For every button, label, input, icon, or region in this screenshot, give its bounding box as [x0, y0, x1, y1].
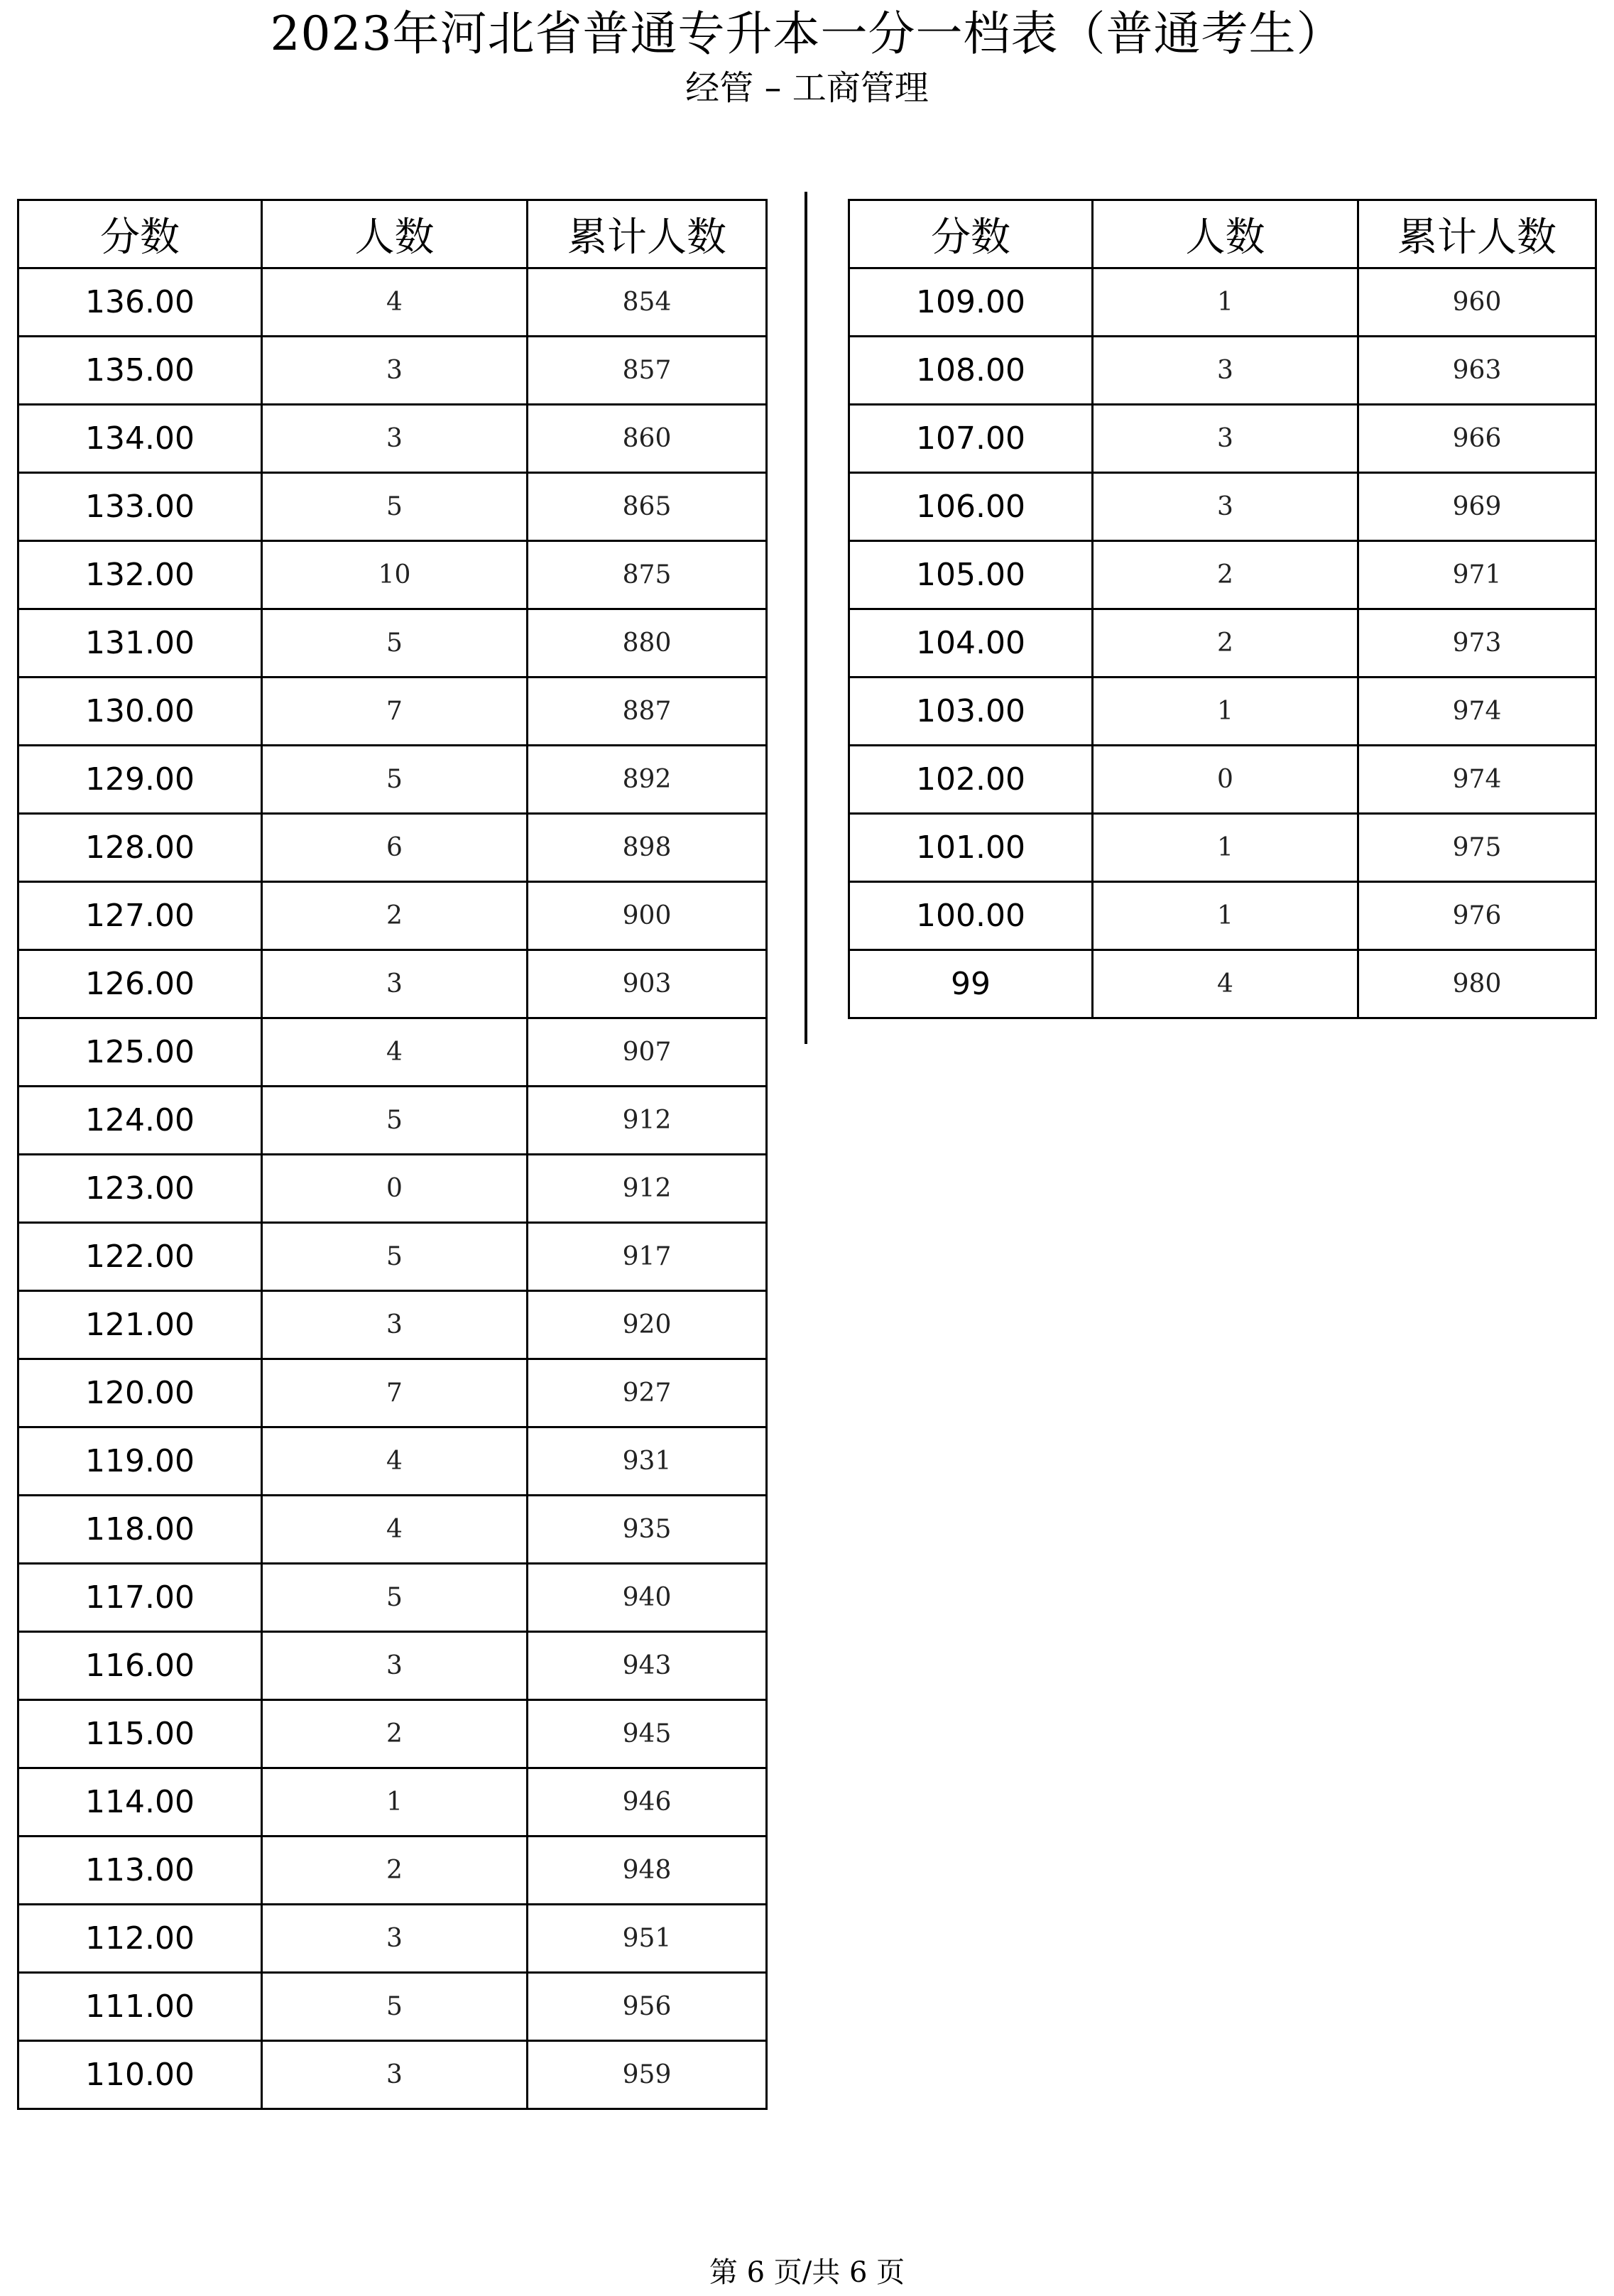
score-cell: 110.00: [18, 2041, 262, 2109]
score-cell: 131.00: [18, 609, 262, 678]
count-cell: 3: [262, 1291, 528, 1359]
page-title: 2023年河北省普通专升本一分一档表（普通考生）: [270, 6, 1344, 61]
score-cell: 103.00: [849, 678, 1093, 746]
count-cell: 2: [262, 882, 528, 950]
score-cell: 111.00: [18, 1973, 262, 2041]
count-cell: 3: [1093, 337, 1358, 405]
cumulative-cell: 860: [528, 405, 767, 473]
score-cell: 134.00: [18, 405, 262, 473]
table-row: [849, 541, 1596, 609]
count-cell: 2: [262, 1700, 528, 1768]
cumulative-cell: 975: [1358, 814, 1596, 882]
cumulative-cell: 880: [528, 609, 767, 678]
table-row: [18, 1973, 767, 2041]
cumulative-cell: 900: [528, 882, 767, 950]
column-header-cumulative: 累计人数: [1358, 200, 1596, 268]
table-row: [18, 1427, 767, 1496]
score-cell: 126.00: [18, 950, 262, 1018]
column-header-score: 分数: [849, 200, 1093, 268]
table-row: [18, 1837, 767, 1905]
table-row: [849, 814, 1596, 882]
table-row: [18, 814, 767, 882]
cumulative-cell: 976: [1358, 882, 1596, 950]
score-cell: 129.00: [18, 746, 262, 814]
table-row: [849, 268, 1596, 337]
count-cell: 4: [262, 1427, 528, 1496]
score-cell: 121.00: [18, 1291, 262, 1359]
score-cell: 135.00: [18, 337, 262, 405]
count-cell: 6: [262, 814, 528, 882]
table-row: [849, 950, 1596, 1018]
score-cell: 127.00: [18, 882, 262, 950]
cumulative-cell: 969: [1358, 473, 1596, 541]
score-cell: 104.00: [849, 609, 1093, 678]
score-cell: 113.00: [18, 1837, 262, 1905]
page-subtitle: 经管 – 工商管理: [685, 68, 929, 108]
cumulative-cell: 920: [528, 1291, 767, 1359]
table-row: [18, 1905, 767, 1973]
table-row: [18, 609, 767, 678]
table-row: [18, 950, 767, 1018]
cumulative-cell: 948: [528, 1837, 767, 1905]
table-row: [18, 1155, 767, 1223]
cumulative-cell: 974: [1358, 746, 1596, 814]
cumulative-cell: 857: [528, 337, 767, 405]
count-cell: 7: [262, 678, 528, 746]
score-cell: 136.00: [18, 268, 262, 337]
column-header-cumulative: 累计人数: [528, 200, 767, 268]
cumulative-cell: 973: [1358, 609, 1596, 678]
count-cell: 2: [262, 1837, 528, 1905]
table-row: [849, 746, 1596, 814]
table-row: [18, 1700, 767, 1768]
score-cell: 130.00: [18, 678, 262, 746]
score-cell: 112.00: [18, 1905, 262, 1973]
score-cell: 105.00: [849, 541, 1093, 609]
cumulative-cell: 907: [528, 1018, 767, 1087]
cumulative-cell: 980: [1358, 950, 1596, 1018]
score-cell: 100.00: [849, 882, 1093, 950]
cumulative-cell: 887: [528, 678, 767, 746]
count-cell: 3: [262, 337, 528, 405]
count-cell: 1: [1093, 678, 1358, 746]
count-cell: 2: [1093, 541, 1358, 609]
score-cell: 120.00: [18, 1359, 262, 1427]
cumulative-cell: 935: [528, 1496, 767, 1564]
count-cell: 5: [262, 746, 528, 814]
count-cell: 5: [262, 1087, 528, 1155]
table-row: [18, 541, 767, 609]
score-cell: 108.00: [849, 337, 1093, 405]
count-cell: 2: [1093, 609, 1358, 678]
table-row: [18, 473, 767, 541]
cumulative-cell: 940: [528, 1564, 767, 1632]
table-row: [849, 473, 1596, 541]
score-cell: 119.00: [18, 1427, 262, 1496]
table-row: [18, 337, 767, 405]
count-cell: 3: [262, 1632, 528, 1700]
cumulative-cell: 903: [528, 950, 767, 1018]
table-row: [849, 405, 1596, 473]
table-row: [18, 1768, 767, 1837]
count-cell: 4: [262, 1496, 528, 1564]
cumulative-cell: 865: [528, 473, 767, 541]
score-cell: 124.00: [18, 1087, 262, 1155]
table-row: [849, 678, 1596, 746]
score-cell: 116.00: [18, 1632, 262, 1700]
cumulative-cell: 956: [528, 1973, 767, 2041]
cumulative-cell: 946: [528, 1768, 767, 1837]
table-row: [18, 1632, 767, 1700]
count-cell: 5: [262, 1223, 528, 1291]
score-table-right: [848, 199, 1597, 1019]
count-cell: 5: [262, 1564, 528, 1632]
count-cell: 1: [1093, 268, 1358, 337]
score-cell: 123.00: [18, 1155, 262, 1223]
count-cell: 3: [262, 950, 528, 1018]
score-cell: 132.00: [18, 541, 262, 609]
table-body-right: [849, 268, 1596, 1018]
table-row: [18, 1018, 767, 1087]
count-cell: 3: [1093, 405, 1358, 473]
cumulative-cell: 966: [1358, 405, 1596, 473]
score-cell: 125.00: [18, 1018, 262, 1087]
table-row: [849, 337, 1596, 405]
count-cell: 1: [1093, 882, 1358, 950]
count-cell: 1: [1093, 814, 1358, 882]
score-cell: 122.00: [18, 1223, 262, 1291]
table-header-row: [849, 200, 1596, 268]
table-row: [18, 2041, 767, 2109]
score-cell: 115.00: [18, 1700, 262, 1768]
table-row: [849, 882, 1596, 950]
column-header-count: 人数: [1093, 200, 1358, 268]
cumulative-cell: 960: [1358, 268, 1596, 337]
cumulative-cell: 931: [528, 1427, 767, 1496]
count-cell: 3: [262, 1905, 528, 1973]
cumulative-cell: 898: [528, 814, 767, 882]
table-body-left: [18, 268, 767, 2109]
cumulative-cell: 875: [528, 541, 767, 609]
cumulative-cell: 951: [528, 1905, 767, 1973]
count-cell: 3: [1093, 473, 1358, 541]
score-cell: 128.00: [18, 814, 262, 882]
cumulative-cell: 927: [528, 1359, 767, 1427]
cumulative-cell: 945: [528, 1700, 767, 1768]
count-cell: 5: [262, 473, 528, 541]
count-cell: 4: [262, 268, 528, 337]
score-cell: 101.00: [849, 814, 1093, 882]
table-header-row: [18, 200, 767, 268]
table-row: [18, 746, 767, 814]
count-cell: 3: [262, 2041, 528, 2109]
cumulative-cell: 854: [528, 268, 767, 337]
cumulative-cell: 959: [528, 2041, 767, 2109]
table-row: [18, 1223, 767, 1291]
table-row: [18, 1496, 767, 1564]
count-cell: 4: [262, 1018, 528, 1087]
cumulative-cell: 912: [528, 1087, 767, 1155]
count-cell: 0: [1093, 746, 1358, 814]
score-cell: 106.00: [849, 473, 1093, 541]
table-row: [18, 1087, 767, 1155]
table-row: [849, 609, 1596, 678]
cumulative-cell: 943: [528, 1632, 767, 1700]
count-cell: 1: [262, 1768, 528, 1837]
cumulative-cell: 963: [1358, 337, 1596, 405]
table-row: [18, 268, 767, 337]
score-cell: 99: [849, 950, 1093, 1018]
table-row: [18, 882, 767, 950]
table-row: [18, 678, 767, 746]
count-cell: 7: [262, 1359, 528, 1427]
count-cell: 10: [262, 541, 528, 609]
score-cell: 109.00: [849, 268, 1093, 337]
score-cell: 118.00: [18, 1496, 262, 1564]
cumulative-cell: 974: [1358, 678, 1596, 746]
score-table-left: [17, 199, 768, 2110]
table-row: [18, 1359, 767, 1427]
score-cell: 117.00: [18, 1564, 262, 1632]
count-cell: 5: [262, 1973, 528, 2041]
score-cell: 114.00: [18, 1768, 262, 1837]
column-header-score: 分数: [18, 200, 262, 268]
table-row: [18, 1291, 767, 1359]
count-cell: 0: [262, 1155, 528, 1223]
table-row: [18, 1564, 767, 1632]
count-cell: 4: [1093, 950, 1358, 1018]
column-divider: [805, 192, 807, 1044]
score-cell: 133.00: [18, 473, 262, 541]
cumulative-cell: 917: [528, 1223, 767, 1291]
page-footer: 第 6 页/共 6 页: [709, 2256, 905, 2289]
count-cell: 3: [262, 405, 528, 473]
count-cell: 5: [262, 609, 528, 678]
cumulative-cell: 912: [528, 1155, 767, 1223]
table-row: [18, 405, 767, 473]
cumulative-cell: 892: [528, 746, 767, 814]
score-cell: 102.00: [849, 746, 1093, 814]
column-header-count: 人数: [262, 200, 528, 268]
score-cell: 107.00: [849, 405, 1093, 473]
cumulative-cell: 971: [1358, 541, 1596, 609]
